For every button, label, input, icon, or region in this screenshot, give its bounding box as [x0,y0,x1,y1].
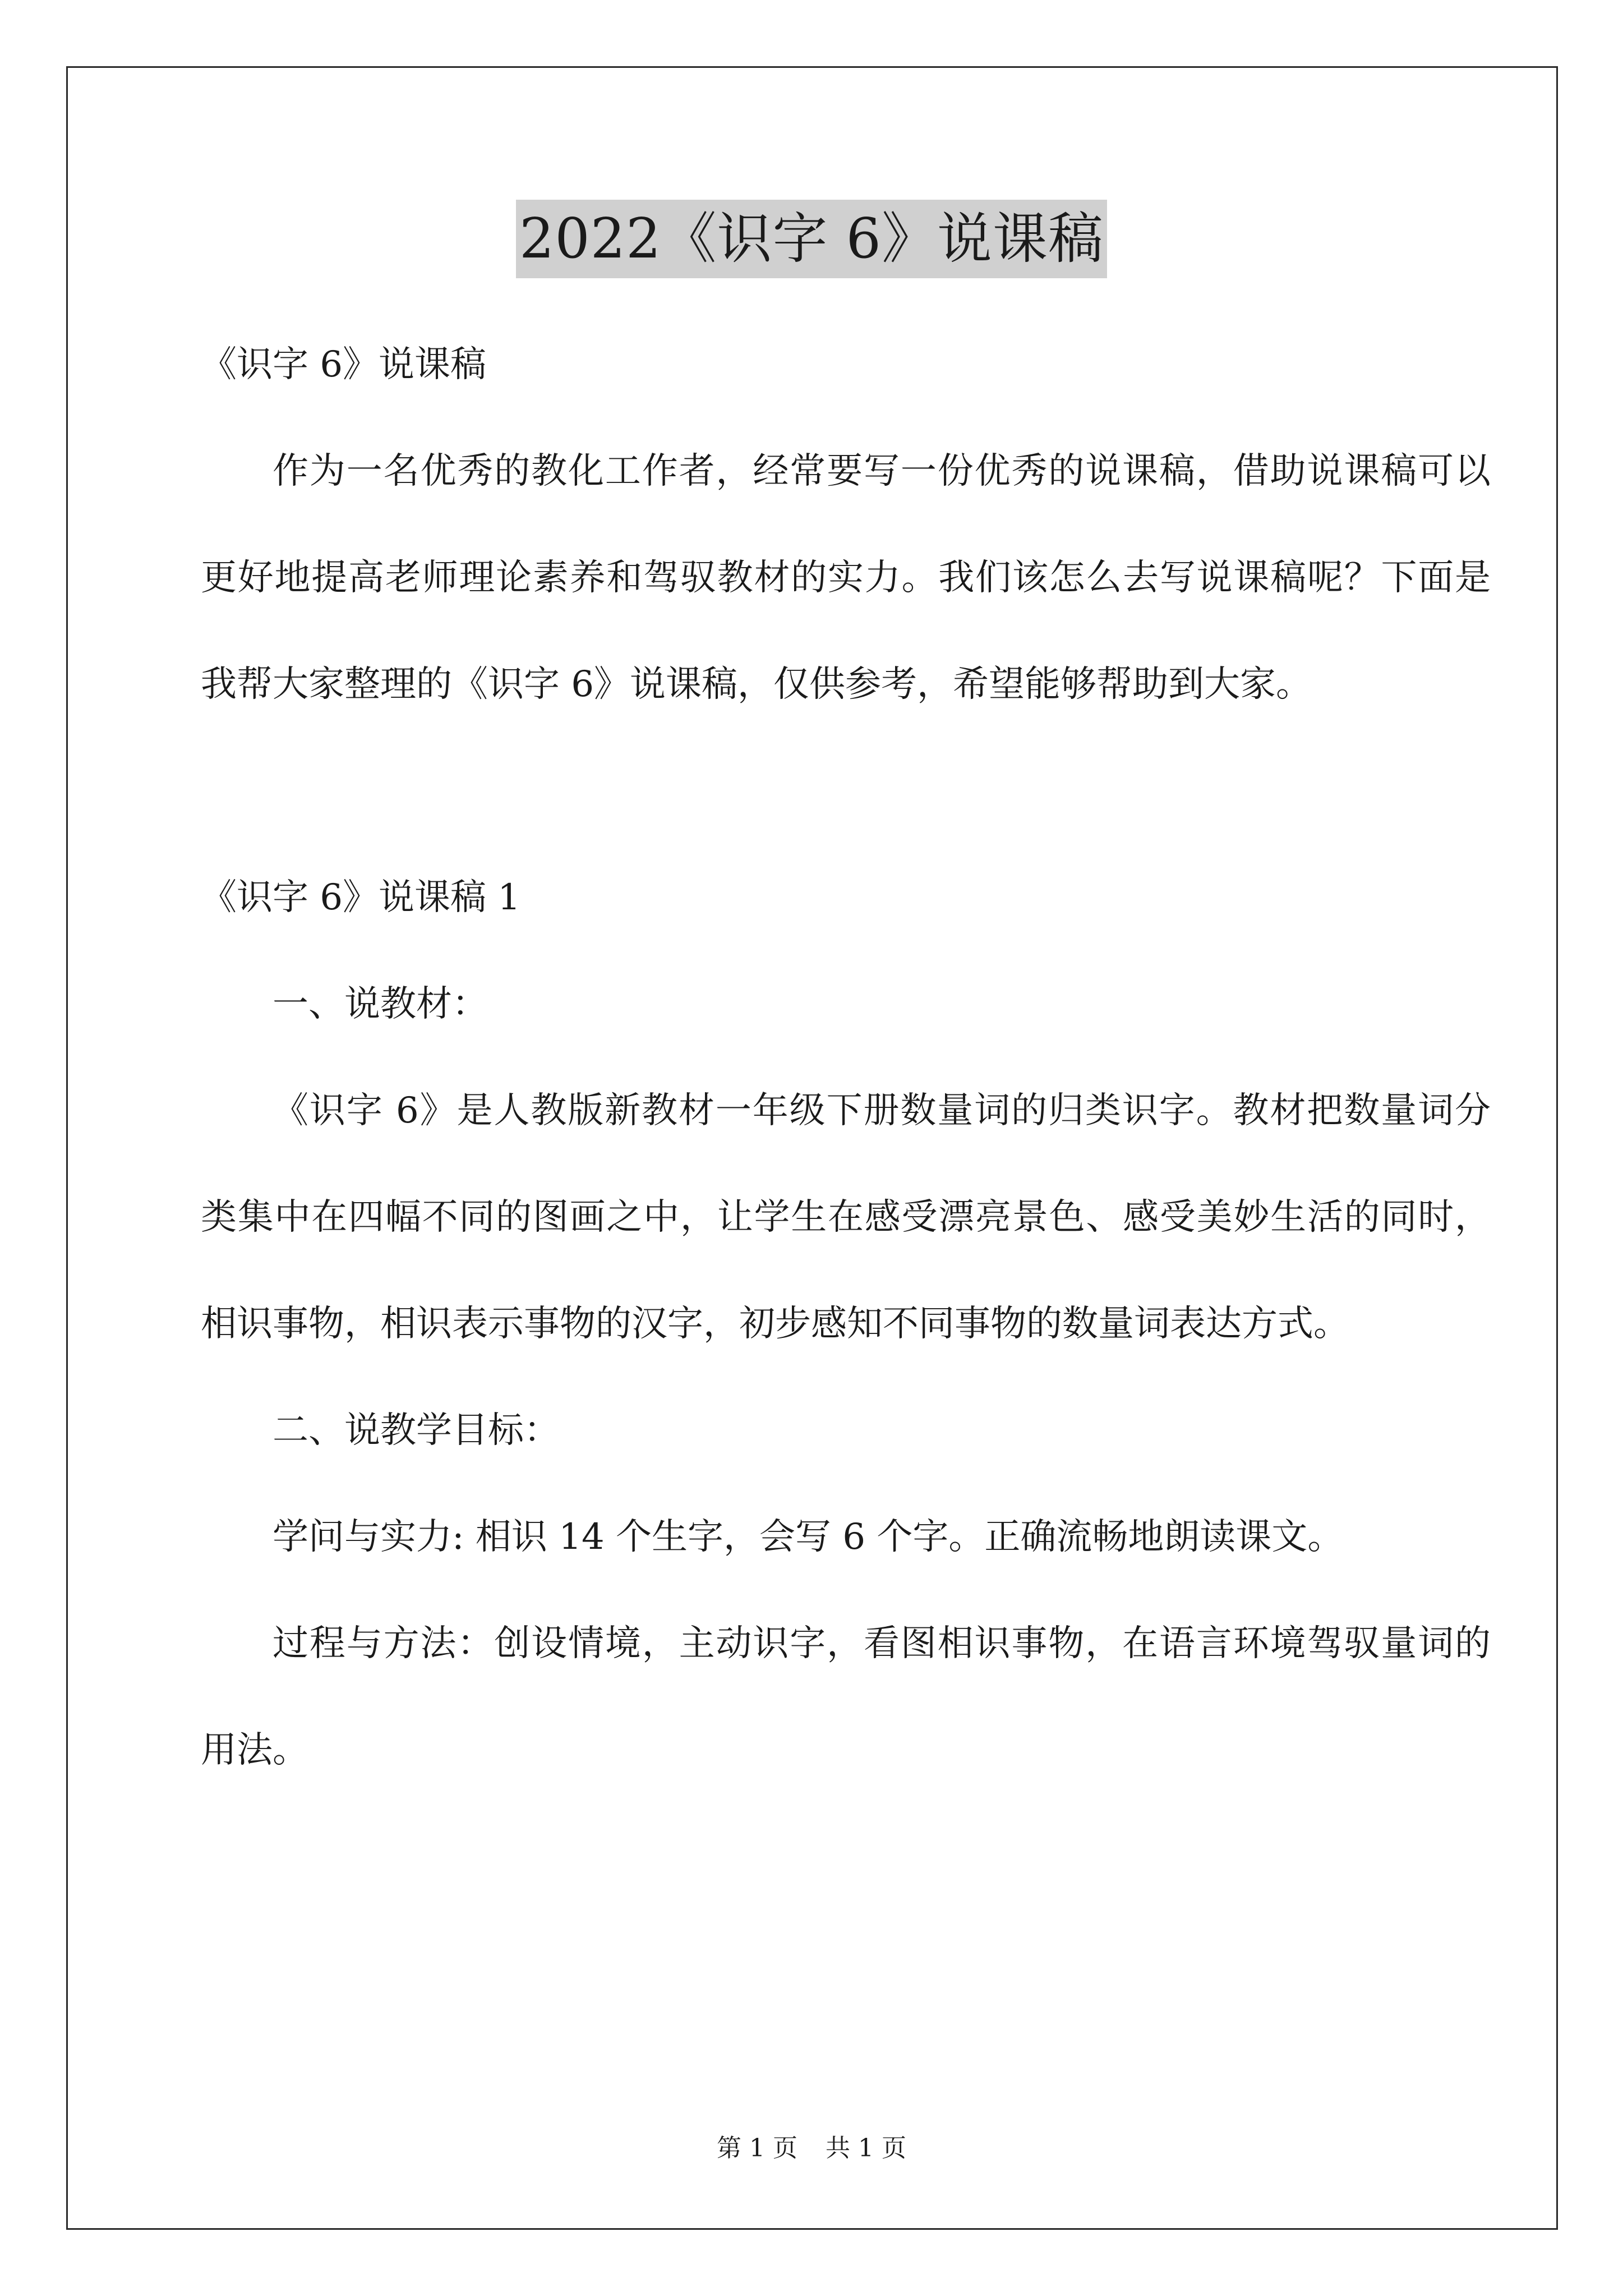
part2-heading: 二、说教学目标： [273,1410,560,1451]
document-title[interactable]: 2022《识字 6》说课稿 [516,200,1107,278]
section-heading: 《识字 6》说课稿 1 [201,877,521,918]
part1-heading: 一、说教材： [273,983,488,1025]
page-number: 第 1 页 [717,2134,797,2162]
part1-paragraph: 《识字 6》是人教版新教材一年级下册数量词的归类识字。教材把数量词分类集中在四幅不同的图画之中，让学生在感受漂亮景色、感受美妙生活的同时，相识事物，相识表示事物的汉字，初步感知不同事物的数量词表达方式。 [201,1090,1491,1345]
blank-line [201,738,1491,844]
document-subtitle: 《识字 6》说课稿 [201,344,487,385]
document-body [201,311,1491,1803]
intro-paragraph: 作为一名优秀的教化工作者，经常要写一份优秀的说课稿，借助说课稿可以更好地提高老师理论素养和驾驭教材的实力。我们该怎么去写说课稿呢？下面是我帮大家整理的《识字 6》说课稿，仅供参考，希望能够帮助到大家。 [201,450,1491,705]
title-area [0,200,1623,278]
page-total: 共 1 页 [826,2134,906,2162]
page-footer [0,2132,1623,2165]
goal-process-paragraph: 过程与方法：创设情境，主动识字，看图相识事物，在语言环境驾驭量词的用法。 [201,1623,1491,1771]
goal-knowledge-paragraph: 学问与实力: 相识 14 个生字，会写 6 个字。正确流畅地朗读课文。 [273,1516,1344,1558]
